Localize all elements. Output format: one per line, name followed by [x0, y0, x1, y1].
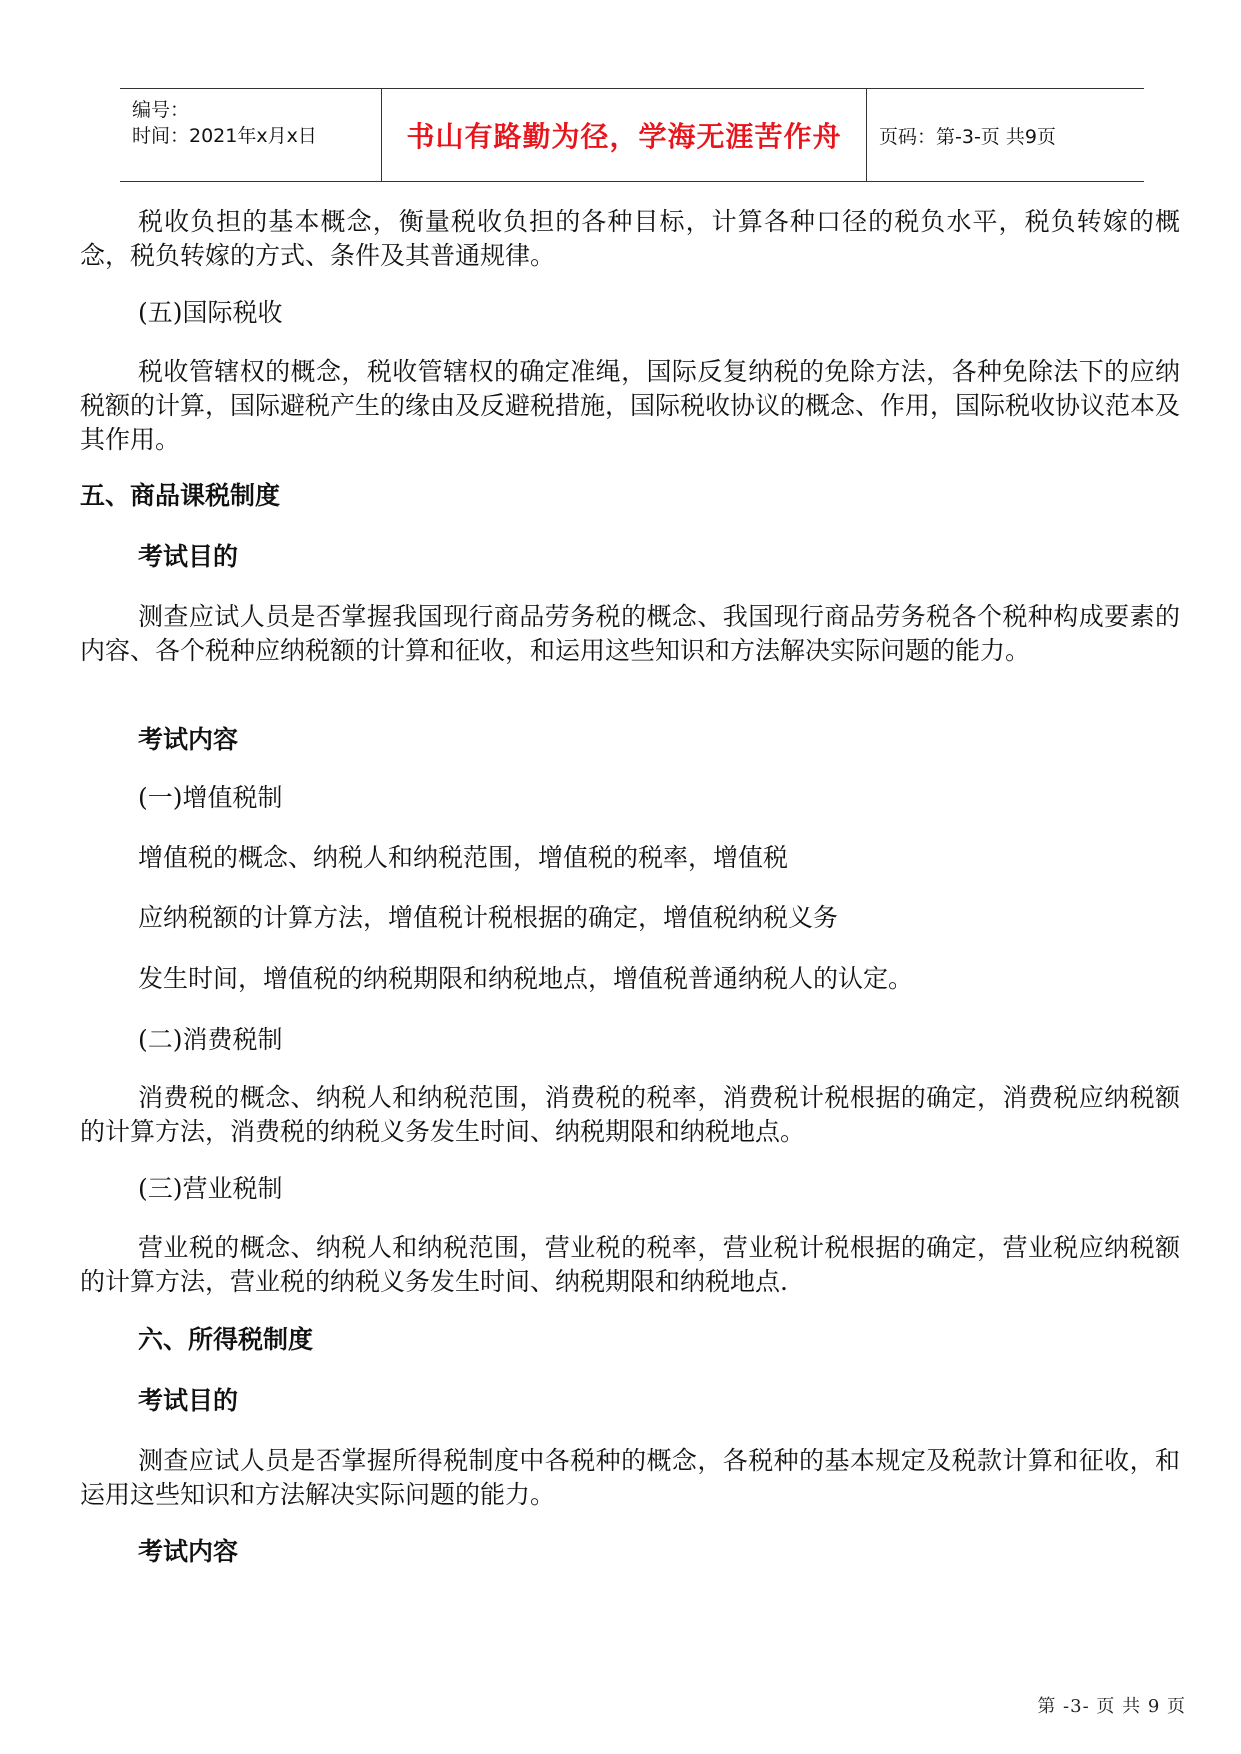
paragraph-consumption-tax: 消费税的概念、纳税人和纳税范围，消费税的税率，消费税计税根据的确定，消费税应纳税额的计算方法，消费税的纳税义务发生时间、纳税期限和纳税地点。 [80, 1083, 1180, 1146]
paragraph-vat-1: 增值税的概念、纳税人和纳税范围，增值税的税率，增值税 [138, 843, 789, 872]
time-label: 时间：2021年x月x日 [132, 125, 317, 147]
exam-goal-heading-2: 考试目的 [138, 1386, 239, 1415]
motto-text: 书山有路勤为径，学海无涯苦作舟 [406, 120, 842, 153]
subheading-business-tax: (三)营业税制 [138, 1174, 283, 1203]
header-motto-cell [382, 89, 867, 181]
page-header [120, 88, 1144, 182]
exam-content-heading-2: 考试内容 [138, 1537, 239, 1566]
paragraph-exam-goal: 测查应试人员是否掌握我国现行商品劳务税的概念、我国现行商品劳务税各个税种构成要素的内容、各个税种应纳税额的计算和征收，和运用这些知识和方法解决实际问题的能力。 [80, 602, 1180, 665]
section-heading-income-tax: 六、所得税制度 [138, 1325, 314, 1354]
header-page-label: 页码：第-3-页 共9页 [879, 125, 1056, 148]
paragraph-business-tax: 营业税的概念、纳税人和纳税范围，营业税的税率，营业税计税根据的确定，营业税应纳税额的计算方法，营业税的纳税义务发生时间、纳税期限和纳税地点. [80, 1233, 1180, 1296]
section-heading-commodity-tax: 五、商品课税制度 [80, 481, 281, 510]
header-page-cell [867, 89, 1144, 181]
subheading-consumption-tax: (二)消费税制 [138, 1025, 283, 1054]
page-footer: 第 -3- 页 共 9 页 [1037, 1696, 1186, 1717]
header-meta [120, 89, 382, 181]
paragraph-tax-burden: 税收负担的基本概念，衡量税收负担的各种目标，计算各种口径的税负水平，税负转嫁的概念，税负转嫁的方式、条件及其普通规律。 [80, 207, 1180, 270]
paragraph-exam-goal-2: 测查应试人员是否掌握所得税制度中各税种的概念，各税种的基本规定及税款计算和征收，和运用这些知识和方法解决实际问题的能力。 [80, 1446, 1180, 1509]
subheading-international-tax: (五)国际税收 [138, 298, 283, 327]
paragraph-vat-3: 发生时间，增值税的纳税期限和纳税地点，增值税普通纳税人的认定。 [138, 964, 914, 993]
subheading-vat: (一)增值税制 [138, 783, 283, 812]
serial-number-label: 编号： [132, 99, 190, 121]
paragraph-international-tax: 税收管辖权的概念，税收管辖权的确定准绳，国际反复纳税的免除方法，各种免除法下的应纳税额的计算，国际避税产生的缘由及反避税措施，国际税收协议的概念、作用，国际税收协议范本及其作用。 [80, 357, 1181, 454]
exam-goal-heading: 考试目的 [138, 542, 239, 571]
paragraph-vat-2: 应纳税额的计算方法，增值税计税根据的确定，增值税纳税义务 [138, 903, 839, 932]
exam-content-heading: 考试内容 [138, 725, 239, 754]
